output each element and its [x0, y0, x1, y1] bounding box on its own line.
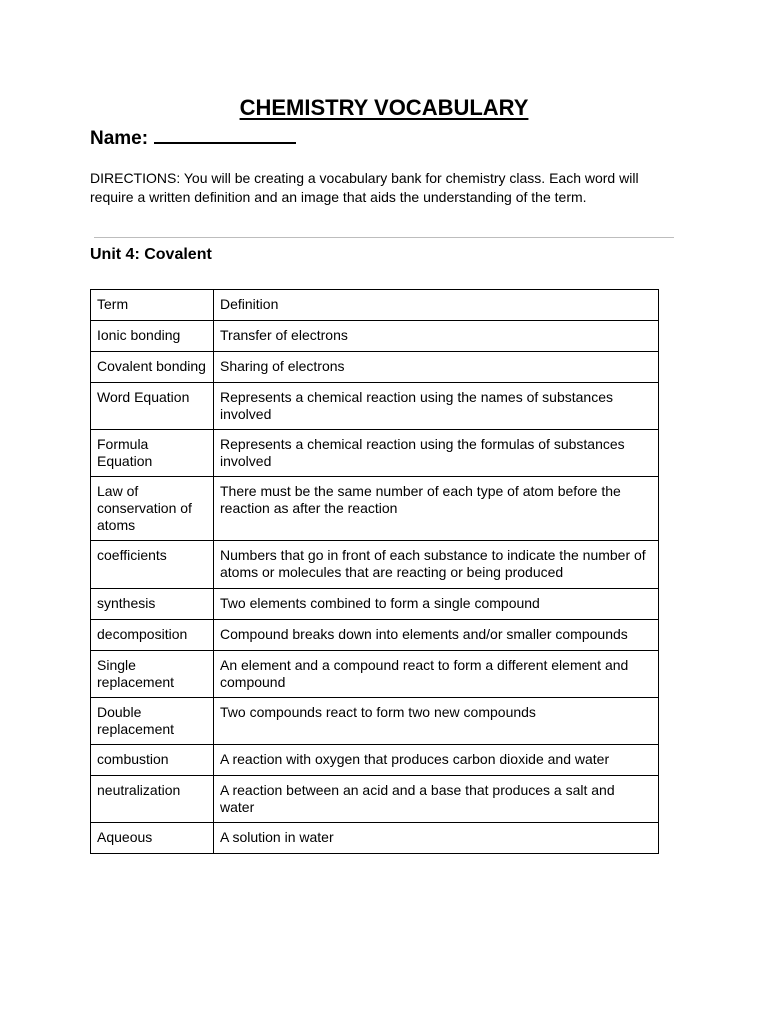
- vocabulary-table: [90, 289, 659, 854]
- definition-cell: Sharing of electrons: [214, 352, 659, 383]
- term-cell: Aqueous: [91, 823, 214, 854]
- term-cell: Ionic bonding: [91, 321, 214, 352]
- term-cell: Single replacement: [91, 651, 214, 698]
- header-term: Term: [91, 290, 214, 321]
- definition-cell: Represents a chemical reaction using the names of substances involved: [214, 383, 659, 430]
- definition-cell: Transfer of electrons: [214, 321, 659, 352]
- table-row: [91, 589, 659, 620]
- table-row: [91, 698, 659, 745]
- table-row: [91, 745, 659, 776]
- table-header-row: [91, 290, 659, 321]
- table-row: [91, 430, 659, 477]
- definition-cell: Represents a chemical reaction using the formulas of substances involved: [214, 430, 659, 477]
- definition-cell: There must be the same number of each type of atom before the reaction as after the reaction: [214, 477, 659, 541]
- table-row: [91, 352, 659, 383]
- table-row: [91, 541, 659, 589]
- term-cell: Covalent bonding: [91, 352, 214, 383]
- definition-cell: Numbers that go in front of each substance to indicate the number of atoms or molecules that are reacting or being produced: [214, 541, 659, 589]
- term-cell: coefficients: [91, 541, 214, 589]
- term-cell: decomposition: [91, 620, 214, 651]
- table-row: [91, 620, 659, 651]
- name-field: [90, 124, 296, 152]
- term-cell: Formula Equation: [91, 430, 214, 477]
- table-row: [91, 477, 659, 541]
- header-definition: Definition: [214, 290, 659, 321]
- term-cell: Double replacement: [91, 698, 214, 745]
- table-row: [91, 651, 659, 698]
- definition-cell: A solution in water: [214, 823, 659, 854]
- definition-cell: A reaction with oxygen that produces carbon dioxide and water: [214, 745, 659, 776]
- page-title: CHEMISTRY VOCABULARY: [239, 95, 529, 120]
- table-row: [91, 321, 659, 352]
- definition-cell: Two elements combined to form a single compound: [214, 589, 659, 620]
- directions-text: DIRECTIONS: You will be creating a vocabulary bank for chemistry class. Each word will require a written definition and an image that aids the understanding of the term.: [90, 170, 639, 205]
- table-row: [91, 776, 659, 823]
- unit-heading: Unit 4: Covalent: [90, 246, 212, 263]
- term-cell: synthesis: [91, 589, 214, 620]
- definition-cell: A reaction between an acid and a base that produces a salt and water: [214, 776, 659, 823]
- name-blank-line[interactable]: [154, 124, 296, 144]
- definition-cell: Two compounds react to form two new compounds: [214, 698, 659, 745]
- term-cell: Law of conservation of atoms: [91, 477, 214, 541]
- term-cell: neutralization: [91, 776, 214, 823]
- divider: [94, 237, 674, 238]
- term-cell: combustion: [91, 745, 214, 776]
- table-row: [91, 383, 659, 430]
- term-cell: Word Equation: [91, 383, 214, 430]
- name-label: Name:: [90, 128, 149, 149]
- definition-cell: Compound breaks down into elements and/or smaller compounds: [214, 620, 659, 651]
- definition-cell: An element and a compound react to form a different element and compound: [214, 651, 659, 698]
- table-row: [91, 823, 659, 854]
